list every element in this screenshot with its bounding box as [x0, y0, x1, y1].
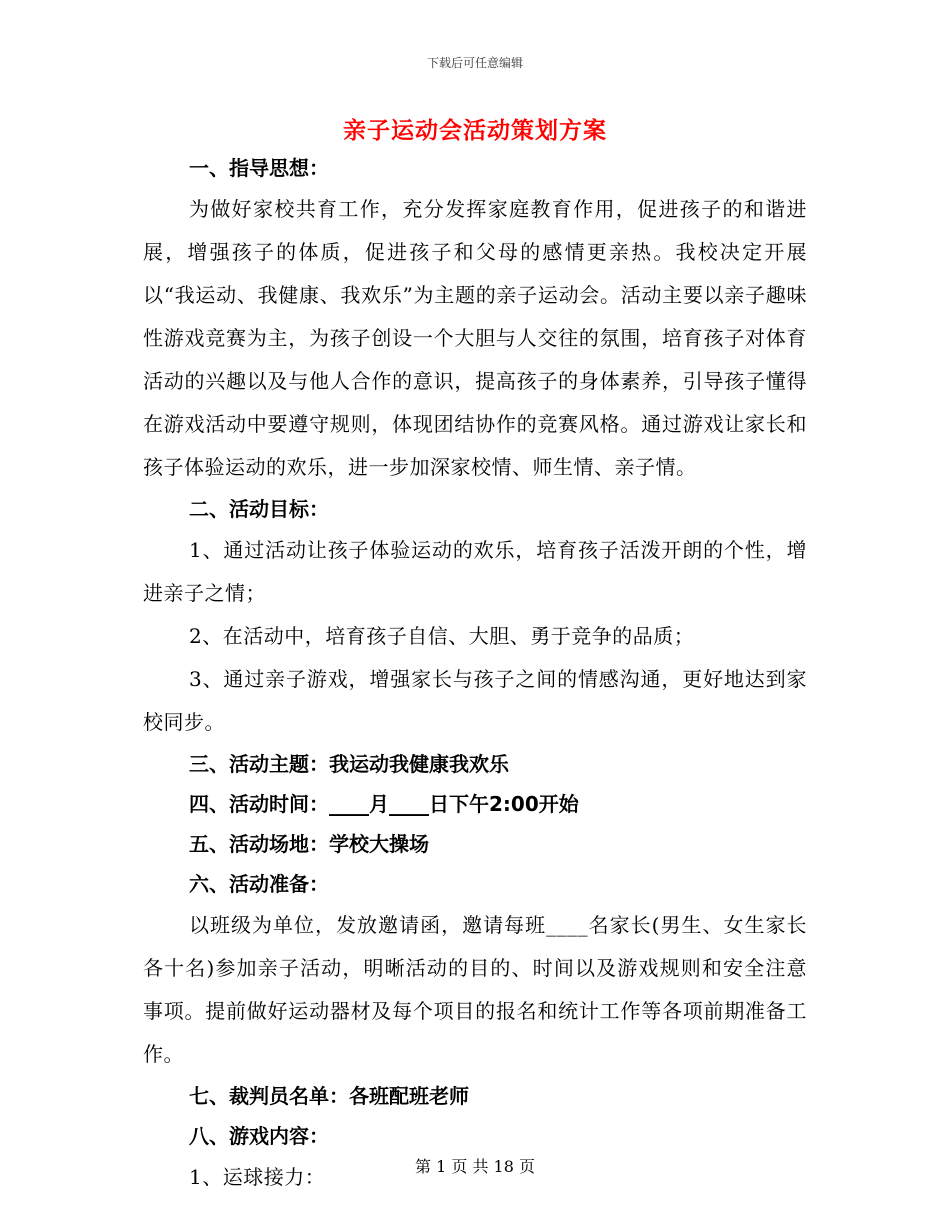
preparation-paragraph: 以班级为单位，发放邀请函，邀请每班____名家长(男生、女生家长各十名)参加亲子活动，明晰活动的目的、时间以及游戏规则和安全注意事项。提前做好运动器材及每个项目的报名和统计工作等各项前期准备工作。 [143, 913, 807, 1066]
goal-item-2: 2、在活动中，培育孩子自信、大胆、勇于竞争的品质； [189, 624, 695, 648]
goal-item-3: 3、通过亲子游戏，增强家长与孩子之间的情感沟通，更好地达到家校同步。 [143, 667, 807, 734]
section-heading-activity-goals: 二、活动目标： [189, 497, 329, 521]
page-footer: 第 1 页 共 18 页 [415, 1157, 535, 1176]
section-heading-guiding-thought: 一、指导思想： [189, 156, 329, 180]
section-heading-activity-time: 四、活动时间：____月____日下午2:00开始 [189, 792, 579, 816]
section-heading-referee-list: 七、裁判员名单：各班配班老师 [189, 1084, 469, 1108]
section-heading-activity-theme: 三、活动主题：我运动我健康我欢乐 [189, 752, 509, 776]
section-heading-activity-preparation: 六、活动准备： [189, 872, 329, 896]
guiding-thought-paragraph: 为做好家校共育工作，充分发挥家庭教育作用，促进孩子的和谐进展，增强孩子的体质，促进孩子和父母的感情更亲热。我校决定开展以“我运动、我健康、我欢乐”为主题的亲子运动会。活动主要以亲子趣味性游戏竞赛为主，为孩子创设一个大胆与人交往的氛围，培育孩子对体育活动的兴趣以及与他人合作的意识，提高孩子的身体素养，引导孩子懂得在游戏活动中要遵守规则，体现团结协作的竞赛风格。通过游戏让家长和孩子体验运动的欢乐，进一步加深家校情、师生情、亲子情。 [143, 197, 807, 479]
game-item-1: 1、运球接力： [189, 1165, 326, 1189]
document-body [143, 148, 807, 1199]
section-heading-activity-venue: 五、活动场地：学校大操场 [189, 832, 429, 856]
goal-item-1: 1、通过活动让孩子体验运动的欢乐，培育孩子活泼开朗的个性，增进亲子之情； [143, 538, 807, 605]
section-heading-game-content: 八、游戏内容： [189, 1124, 329, 1148]
page-header-note: 下载后可任意编辑 [426, 56, 523, 70]
document-title: 亲子运动会活动策划方案 [343, 118, 607, 144]
